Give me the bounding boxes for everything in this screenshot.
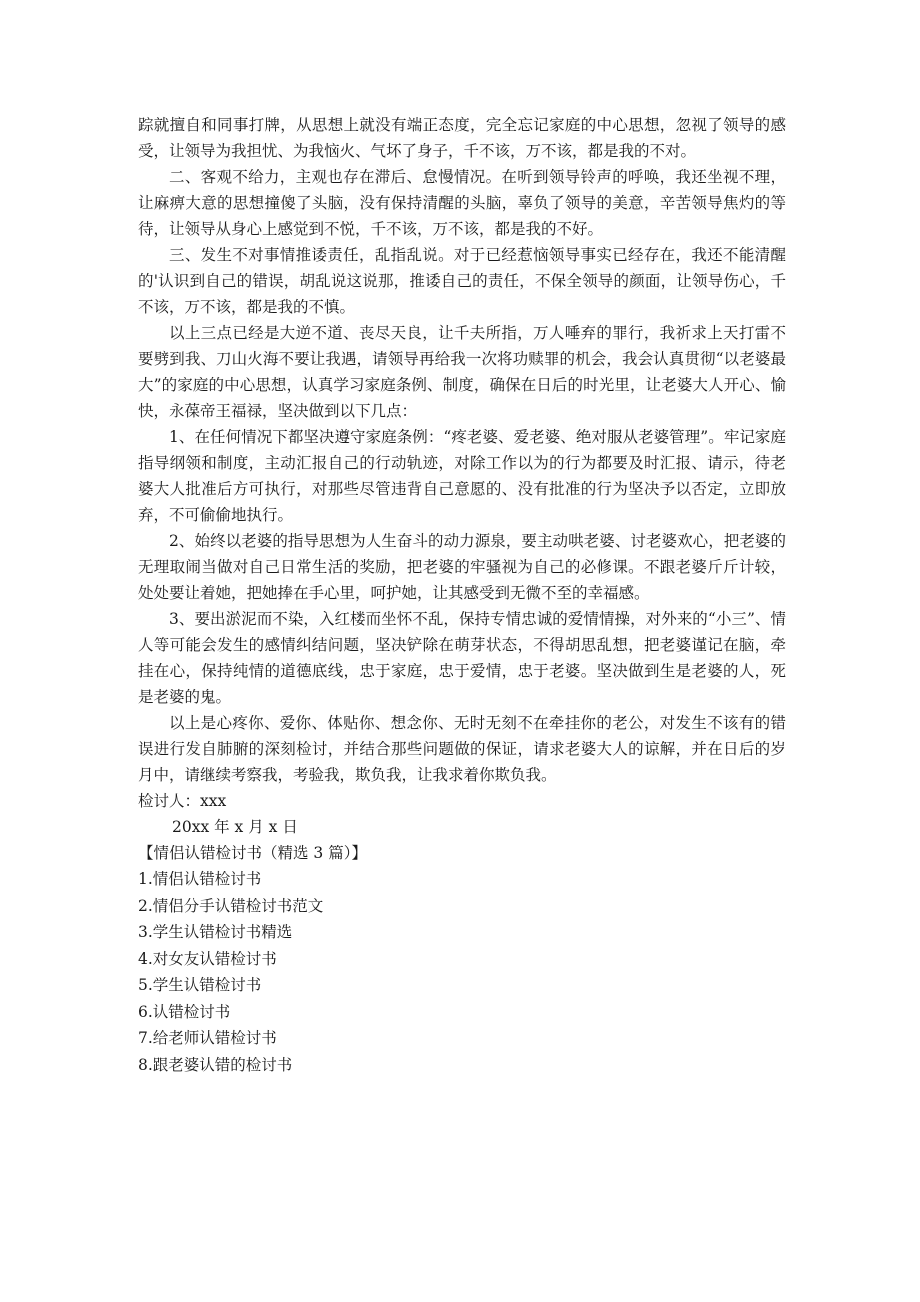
paragraph-point-two: 二、客观不给力，主观也存在滞后、怠慢情况。在听到领导铃声的呼唤，我还坐视不理，让麻痹大意的思想撞傻了头脑，没有保持清醒的头脑，辜负了领导的美意，辛苦领导焦灼的等待，让领导从身心上感觉到不悦，千不该，万不该，都是我的不好。	[138, 168, 786, 238]
related-article-link[interactable]: 2.情侣分手认错检讨书范文	[138, 896, 324, 915]
paragraph-point-three: 三、发生不对事情推诿责任，乱指乱说。对于已经惹恼领导事实已经存在，我还不能清醒的'认识到自己的错误，胡乱说这说那，推诿自己的责任，不保全领导的颜面，让领导伤心，千不该，万不该，都是我的不慎。	[138, 246, 786, 316]
paragraph-pledge-one: 1、在任何情况下都坚决遵守家庭条例：“疼老婆、爱老婆、绝对服从老婆管理”。牢记家庭指导纲领和制度，主动汇报自己的行动轨迹，对除工作以为的行为都要及时汇报、请示，待老婆大人批准后方可执行，对那些尽管违背自己意愿的、没有批准的行为坚决予以否定，立即放弃，不可偷偷地执行。	[138, 428, 786, 524]
related-article-link[interactable]: 5.学生认错检讨书	[138, 976, 262, 994]
paragraph-continuation: 踪就擅自和同事打牌，从思想上就没有端正态度，完全忘记家庭的中心思想，忽视了领导的感受，让领导为我担忧、为我恼火、气坏了身子，千不该，万不该，都是我的不对。	[138, 116, 786, 160]
related-articles-list	[138, 866, 786, 1078]
related-article-link[interactable]: 4.对女友认错检讨书	[138, 949, 277, 968]
related-article-link[interactable]: 8.跟老婆认错的检讨书	[138, 1055, 293, 1074]
related-article-link[interactable]: 1.情侣认错检讨书	[138, 870, 262, 888]
related-article-link[interactable]: 6.认错检讨书	[138, 1002, 231, 1021]
document-page	[138, 112, 786, 1078]
signature-line: 检讨人：xxx	[138, 792, 227, 810]
paragraph-pledge-two: 2、始终以老婆的指导思想为人生奋斗的动力源泉，要主动哄老婆、讨老婆欢心，把老婆的无理取闹当做对自己日常生活的奖励，把老婆的牢骚视为自己的必修课。不跟老婆斤斤计较，处处要让着她，把她捧在手心里，呵护她，让其感受到无微不至的幸福感。	[138, 532, 786, 602]
paragraph-closing: 以上是心疼你、爱你、体贴你、想念你、无时无刻不在牵挂你的老公，对发生不该有的错误进行发自肺腑的深刻检讨，并结合那些问题做的保证，请求老婆大人的谅解，并在日后的岁月中，请继续考察我，考验我，欺负我，让我求着你欺负我。	[138, 714, 786, 784]
related-article-link[interactable]: 7.给老师认错检讨书	[138, 1029, 277, 1047]
related-article-link[interactable]: 3.学生认错检讨书精选	[138, 923, 293, 941]
paragraph-pledge-three: 3、要出淤泥而不染，入红楼而坐怀不乱，保持专情忠诚的爱情情操，对外来的“小三”、情人等可能会发生的感情纠结问题，坚决铲除在萌芽状态，不得胡思乱想，把老婆谨记在脑，牵挂在心，保持纯情的道德底线，忠于家庭，忠于爱情，忠于老婆。坚决做到生是老婆的人，死是老婆的鬼。	[138, 610, 786, 706]
paragraph-summary: 以上三点已经是大逆不道、丧尽天良，让千夫所指，万人唾弃的罪行，我祈求上天打雷不要劈到我、刀山火海不要让我遇，请领导再给我一次将功赎罪的机会，我会认真贯彻“以老婆最大”的家庭的中心思想，认真学习家庭条例、制度，确保在日后的时光里，让老婆大人开心、愉快，永葆帝王福禄，坚决做到以下几点：	[138, 324, 786, 420]
date-line: 20xx 年 x 月 x 日	[172, 818, 298, 836]
related-articles-title: 【情侣认错检讨书（精选 3 篇）】	[138, 844, 367, 862]
